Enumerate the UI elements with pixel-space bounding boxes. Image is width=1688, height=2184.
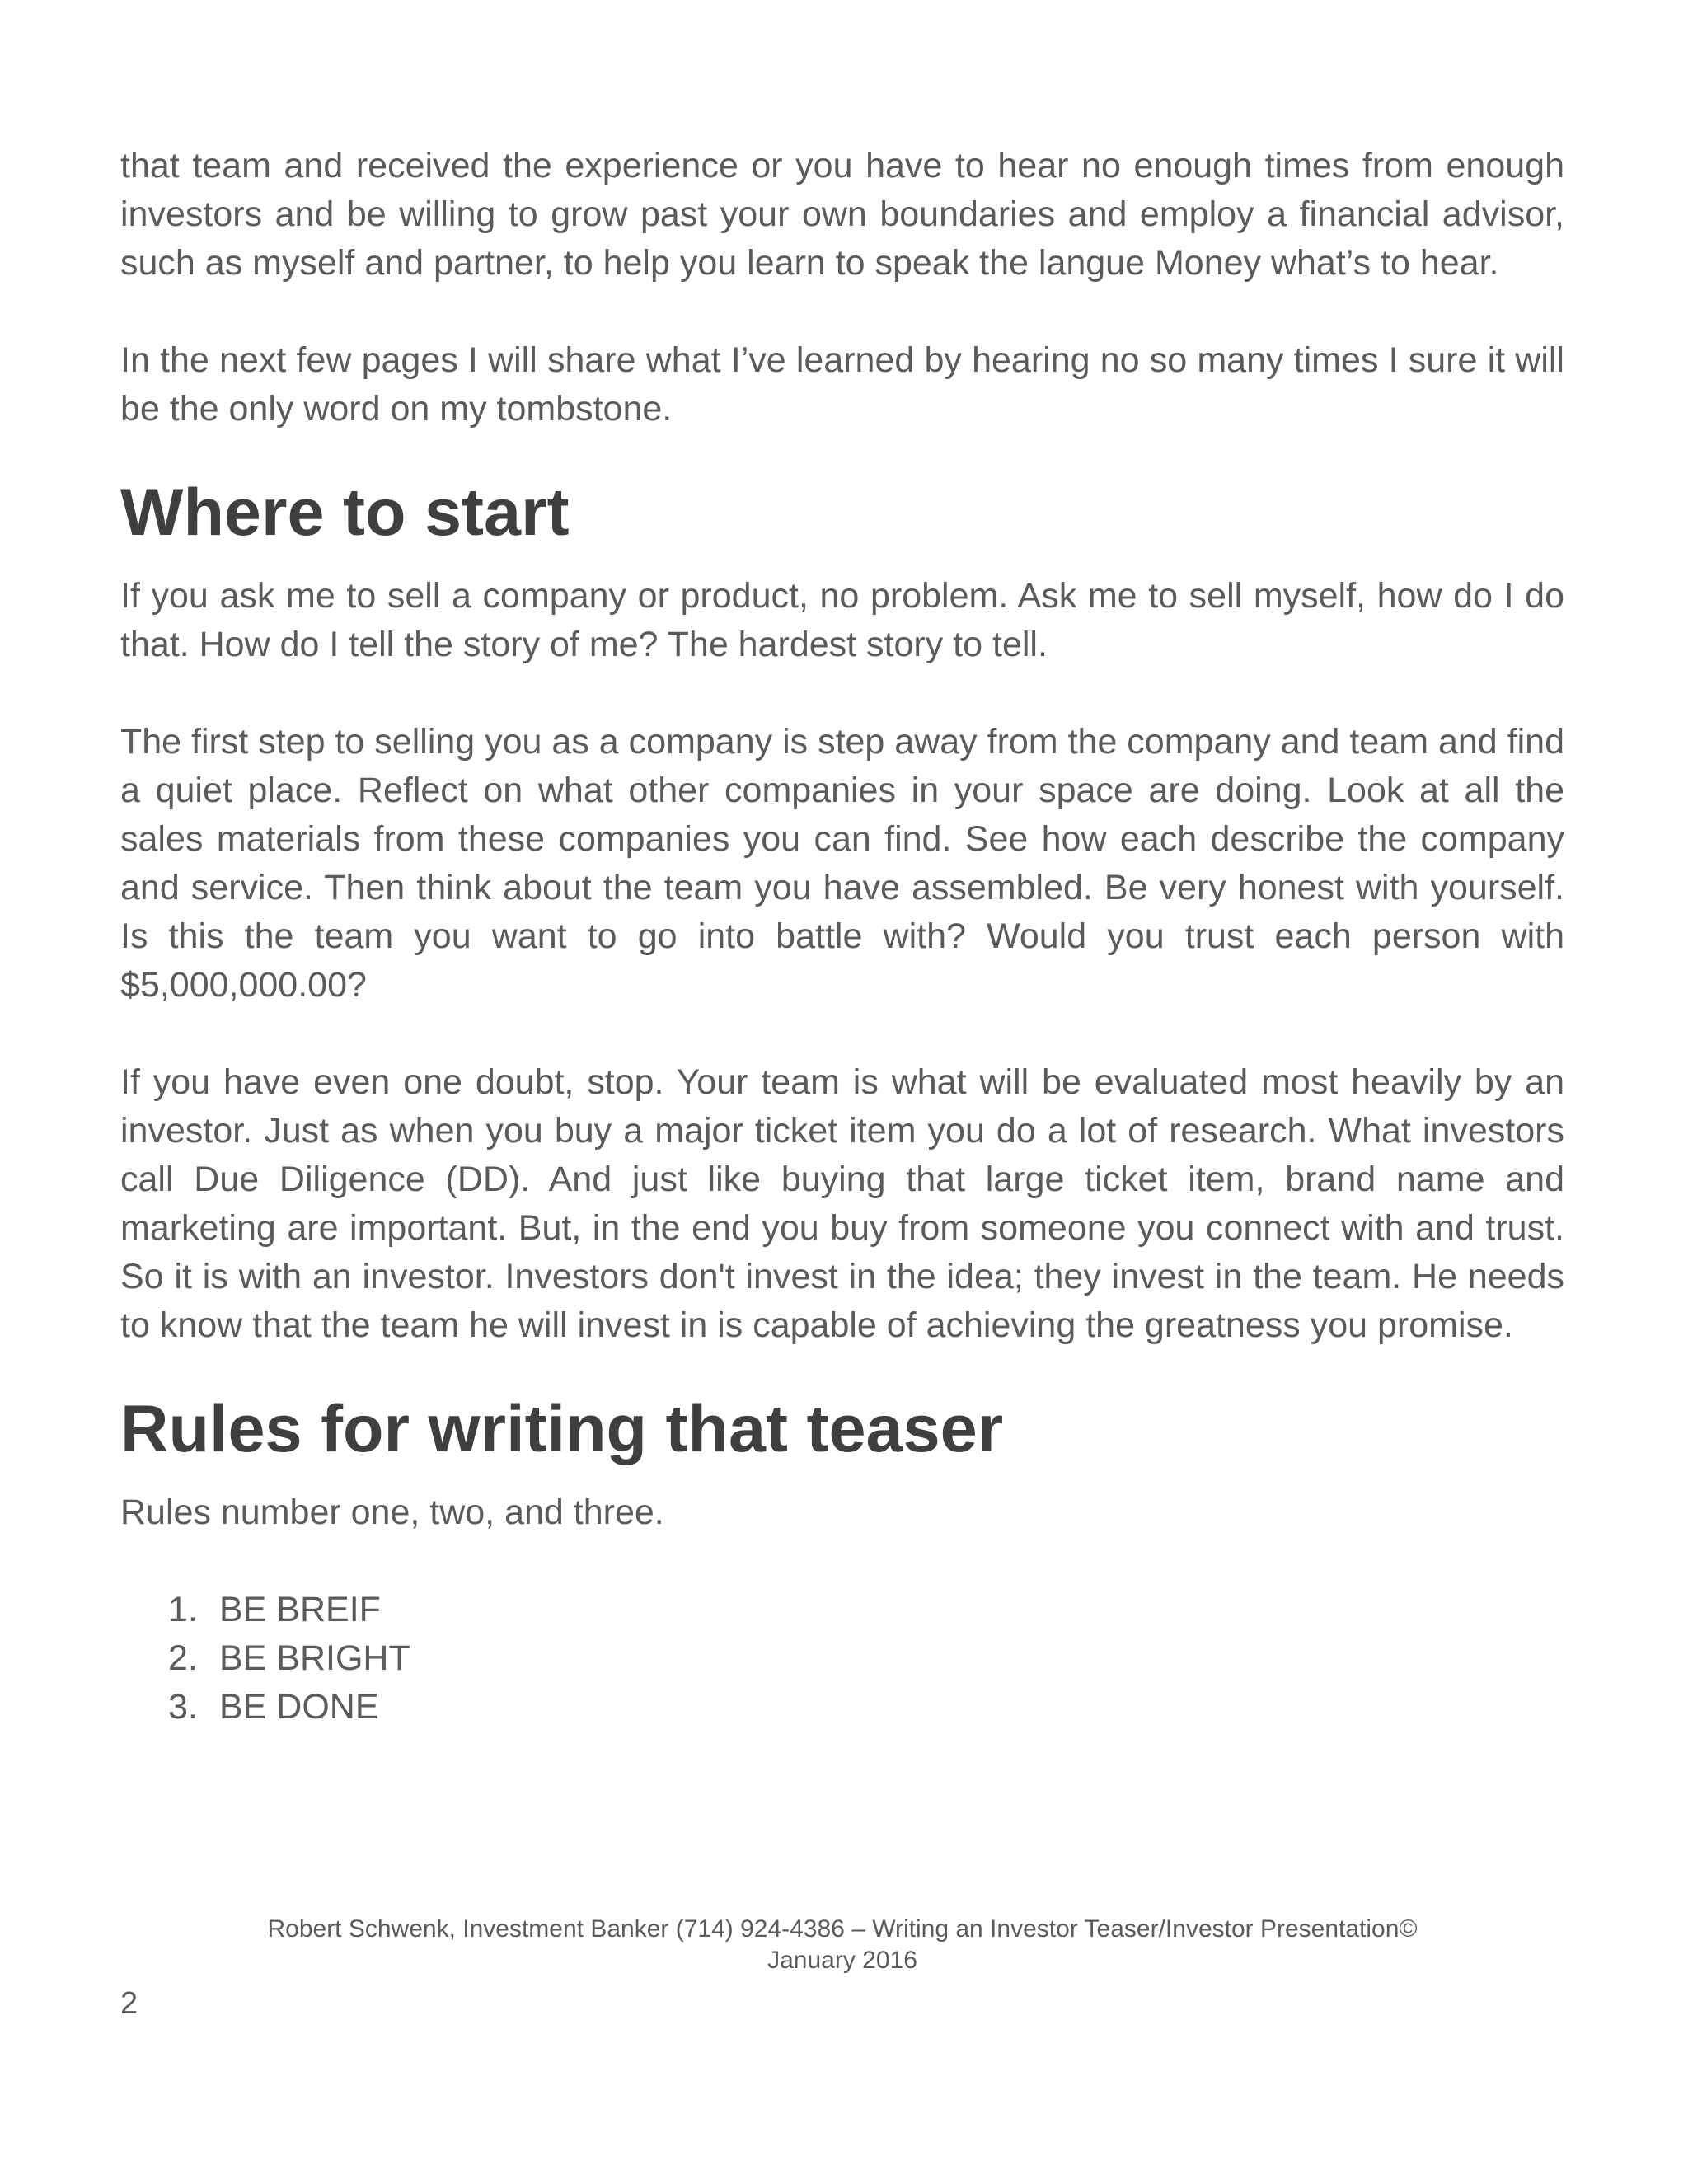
rule-text: BE BREIF <box>219 1590 381 1629</box>
document-body <box>120 142 1564 1732</box>
paragraph-one-doubt: If you have even one doubt, stop. Your team is what will be evaluated most heavily by an investor. Just as when you buy a major ticket item you do a lot of research. What investors call Due Diligence (DD). And just like buying that large ticket item, brand name and marketing are important. But, in the end you buy from someone you connect with and trust. So it is with an investor. Investors don't invest in the idea; they invest in the team. He needs to know that the team he will invest in is capable of achieving the greatness you promise. <box>120 1062 1564 1345</box>
rules-list <box>120 1586 1564 1732</box>
paragraph-intro-continuation: that team and received the experience or you have to hear no enough times from enough investors and be willing to grow past your own boundaries and employ a financial advisor, such as myself and partner, to help you learn to speak the langue Money what’s to hear. <box>120 146 1564 283</box>
rule-item <box>120 1586 1564 1634</box>
rule-text: BE DONE <box>219 1687 379 1727</box>
page-number: 2 <box>120 1986 138 2021</box>
rule-item <box>120 1683 1564 1732</box>
rule-number: 2. <box>168 1638 198 1678</box>
rule-text: BE BRIGHT <box>219 1638 410 1678</box>
footer-author-line: Robert Schwenk, Investment Banker (714) 924-4386 – Writing an Investor Teaser/Investor Presentation© <box>267 1915 1418 1943</box>
rule-number: 3. <box>168 1687 198 1727</box>
rule-item <box>120 1634 1564 1683</box>
rule-number: 1. <box>168 1590 198 1629</box>
heading-where-to-start: Where to start <box>120 476 570 550</box>
paragraph-first-step: The first step to selling you as a company is step away from the company and team and find a quiet place. Reflect on what other companies in your space are doing. Look at all the sales materials from these companies you can find. See how each describe the company and service. Then think about the team you have assembled. Be very honest with yourself. Is this the team you want to go into battle with? Would you trust each person with $5,000,000.00? <box>120 722 1564 1005</box>
footer-date-line: January 2016 <box>767 1947 917 1974</box>
heading-rules-for-writing: Rules for writing that teaser <box>120 1392 1004 1466</box>
paragraph-rules-intro: Rules number one, two, and three. <box>120 1493 664 1532</box>
page-footer <box>120 1914 1564 1976</box>
paragraph-next-pages: In the next few pages I will share what I’ve learned by hearing no so many times I sure it will be the only word on my tombstone. <box>120 340 1564 429</box>
paragraph-sell-myself: If you ask me to sell a company or product, no problem. Ask me to sell myself, how do I do that. How do I tell the story of me? The hardest story to tell. <box>120 576 1564 664</box>
